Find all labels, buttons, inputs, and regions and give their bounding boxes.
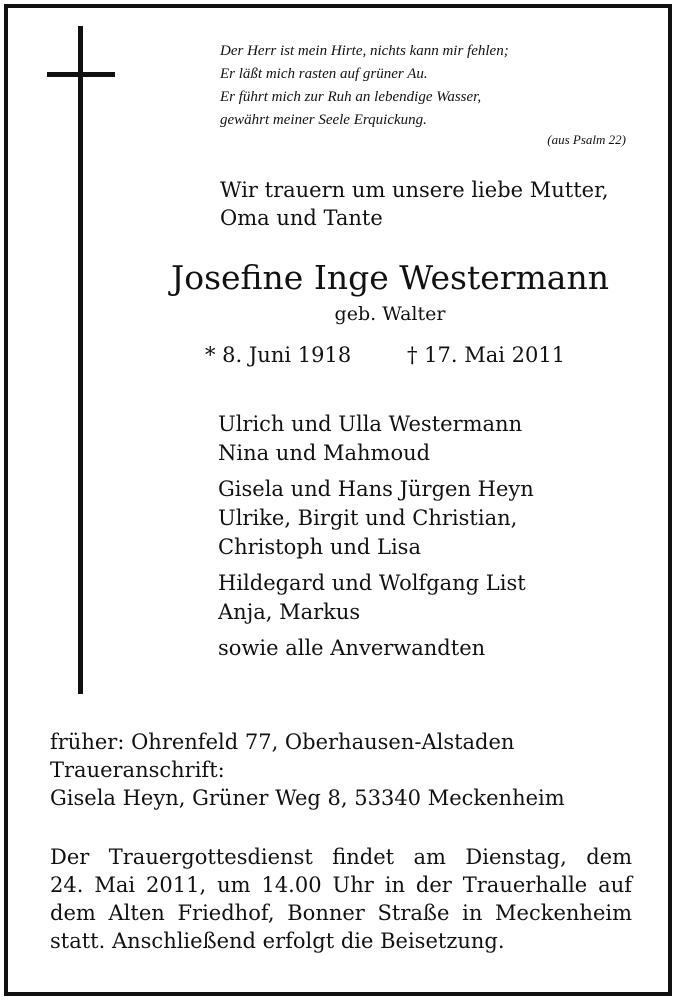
funeral-service-notice — [50, 843, 632, 955]
mourning-statement — [220, 176, 650, 232]
death-date: † 17. Mai 2011 — [407, 343, 566, 367]
mourning-address: Gisela Heyn, Grüner Weg 8, 53340 Meckenheim — [50, 786, 565, 810]
former-address: früher: Ohrenfeld 77, Oberhausen-Alstaden — [50, 730, 515, 754]
family-line: Gisela und Hans Jürgen Heyn — [218, 477, 534, 501]
cross-horizontal-bar — [47, 72, 115, 77]
family-line: Ulrike, Birgit und Christian, — [218, 506, 518, 530]
family-line: Ulrich und Ulla Westermann — [218, 412, 523, 436]
mourning-line: Oma und Tante — [220, 206, 383, 230]
deceased-name: Josefine Inge Westermann — [170, 258, 609, 297]
psalm-line: Er führt mich zur Ruh an lebendige Wasser, — [220, 89, 482, 105]
family-group — [218, 475, 648, 562]
cross-vertical-bar — [78, 26, 83, 694]
family-group — [218, 569, 648, 627]
psalm-source: (aus Psalm 22) — [547, 132, 626, 147]
family-group — [218, 410, 648, 468]
service-line: Der Trauergottesdienst findet am Dienstag, dem — [50, 845, 632, 869]
psalm-line: gewährt meiner Seele Erquickung. — [220, 112, 427, 128]
mourning-line: Wir trauern um unsere liebe Mutter, — [220, 178, 609, 202]
family-group — [218, 634, 648, 663]
family-line: Nina und Mahmoud — [218, 441, 431, 465]
psalm-line: Der Herr ist mein Hirte, nichts kann mir fehlen; — [220, 43, 509, 59]
family-line: Anja, Markus — [218, 600, 361, 624]
address-block — [50, 728, 650, 812]
family-line: sowie alle Anverwandten — [218, 636, 486, 660]
service-line: 24. Mai 2011, um 14.00 Uhr in der Trauerhalle auf — [50, 873, 632, 897]
mourning-address-label: Traueranschrift: — [50, 758, 225, 782]
family-line: Christoph und Lisa — [218, 535, 421, 559]
family-line: Hildegard und Wolfgang List — [218, 571, 526, 595]
maiden-name: geb. Walter — [334, 303, 446, 325]
birth-date: * 8. Juni 1918 — [205, 343, 352, 367]
service-line: dem Alten Friedhof, Bonner Straße in Meckenheim — [50, 901, 632, 925]
family-list — [218, 410, 648, 670]
psalm-line: Er läßt mich rasten auf grüner Au. — [220, 66, 428, 82]
service-line: statt. Anschließend erfolgt die Beisetzung. — [50, 929, 505, 953]
psalm-verse — [220, 40, 636, 132]
